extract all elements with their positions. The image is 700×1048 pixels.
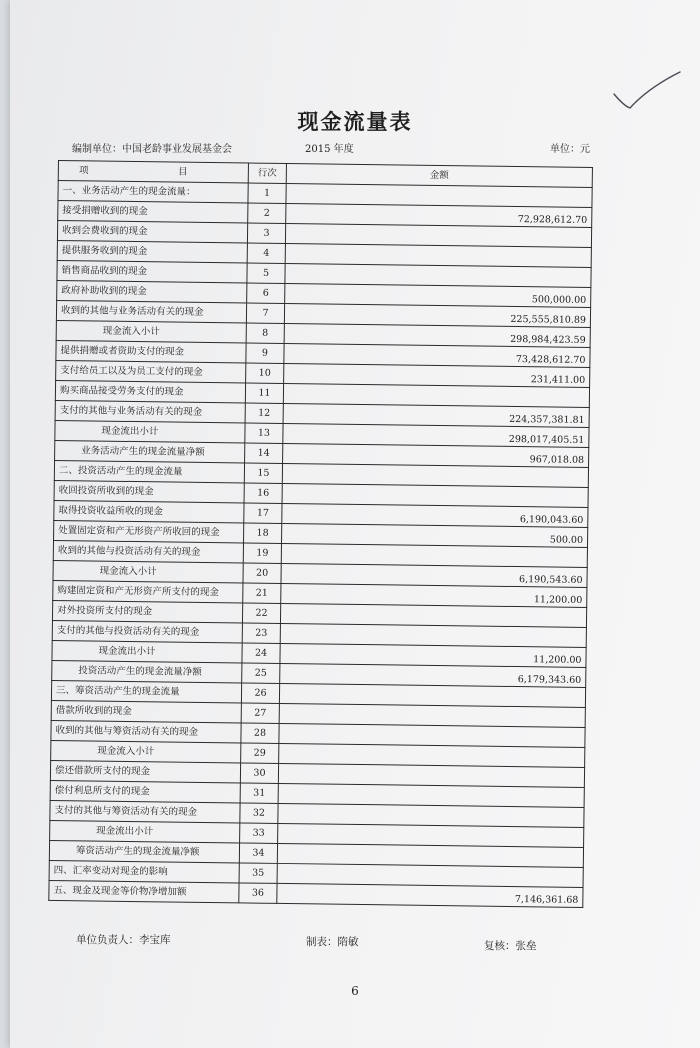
row-amount: 967,018.08 bbox=[283, 443, 589, 467]
row-item: 对外投资所支付的现金 bbox=[52, 600, 242, 622]
row-amount: 225,555,810.89 bbox=[284, 303, 590, 327]
row-line-number: 30 bbox=[240, 763, 278, 783]
row-item: 业务活动产生的现金流量净额 bbox=[55, 440, 245, 462]
reviewer-signature: 复核：张垒 bbox=[484, 940, 537, 952]
row-amount: 73,428,612.70 bbox=[284, 343, 590, 367]
row-item: 偿付利息所支付的现金 bbox=[50, 780, 240, 802]
row-item: 收到的其他与业务活动有关的现金 bbox=[56, 300, 246, 322]
row-line-number: 25 bbox=[242, 663, 280, 683]
row-item: 政府补助收到的现金 bbox=[57, 280, 247, 302]
row-line-number: 33 bbox=[240, 823, 278, 843]
row-amount: 11,200.00 bbox=[281, 583, 587, 607]
unit-head-signature: 单位负责人：李宝库 bbox=[76, 934, 171, 946]
fiscal-year: 2015 年度 bbox=[305, 144, 354, 155]
row-line-number: 6 bbox=[247, 283, 285, 303]
row-item: 一、业务活动产生的现金流量： bbox=[58, 181, 248, 203]
row-amount: 500,000.00 bbox=[285, 283, 591, 307]
row-item: 提供捐赠或者资助支付的现金 bbox=[56, 340, 246, 362]
row-item: 收到的其他与筹资活动有关的现金 bbox=[51, 720, 241, 742]
column-header-amount: 金额 bbox=[286, 163, 592, 187]
row-amount: 224,357,381.81 bbox=[283, 403, 589, 427]
row-item: 三、筹资活动产生的现金流量 bbox=[51, 680, 241, 702]
preparer-signature: 制表：隋敏 bbox=[306, 936, 359, 948]
row-item: 五、现金及现金等价物净增加额 bbox=[49, 880, 239, 902]
row-item: 收到的其他与投资活动有关的现金 bbox=[53, 540, 243, 562]
row-item: 支付给员工以及为员工支付的现金 bbox=[56, 360, 246, 382]
row-line-number: 2 bbox=[248, 203, 286, 223]
row-line-number: 10 bbox=[246, 363, 284, 383]
row-item: 购买商品接受劳务支付的现金 bbox=[55, 380, 245, 402]
row-line-number: 13 bbox=[245, 423, 283, 443]
row-item: 借款所收到的现金 bbox=[51, 700, 241, 722]
page-number: 6 bbox=[351, 984, 359, 998]
row-line-number: 34 bbox=[239, 843, 277, 863]
row-line-number: 8 bbox=[246, 323, 284, 343]
row-item: 四、汇率变动对现金的影响 bbox=[49, 860, 239, 882]
cash-flow-table bbox=[48, 160, 593, 908]
row-line-number: 23 bbox=[242, 623, 280, 643]
row-line-number: 35 bbox=[239, 863, 277, 883]
row-amount: 500.00 bbox=[281, 523, 587, 547]
row-amount: 7,146,361.68 bbox=[277, 883, 583, 907]
currency-unit: 单位：元 bbox=[550, 144, 590, 155]
row-line-number: 18 bbox=[244, 523, 282, 543]
row-line-number: 36 bbox=[239, 883, 277, 903]
row-item: 二、投资活动产生的现金流量 bbox=[54, 460, 244, 482]
row-amount: 231,411.00 bbox=[284, 363, 590, 387]
row-line-number: 7 bbox=[246, 303, 284, 323]
row-item: 现金流入小计 bbox=[56, 320, 246, 342]
compiling-unit: 编制单位：中国老龄事业发展基金会 bbox=[72, 144, 232, 155]
row-line-number: 5 bbox=[247, 263, 285, 283]
row-amount: 72,928,612.70 bbox=[286, 203, 592, 227]
row-line-number: 28 bbox=[241, 723, 279, 743]
row-line-number: 19 bbox=[243, 543, 281, 563]
row-line-number: 14 bbox=[245, 443, 283, 463]
row-item: 现金流出小计 bbox=[55, 420, 245, 442]
row-line-number: 22 bbox=[242, 603, 280, 623]
row-item: 现金流入小计 bbox=[51, 740, 241, 762]
row-item: 提供服务收到的现金 bbox=[57, 240, 247, 262]
row-item: 现金流出小计 bbox=[52, 640, 242, 662]
row-amount: 298,984,423.59 bbox=[284, 323, 590, 347]
row-item: 现金流入小计 bbox=[53, 560, 243, 582]
row-line-number: 12 bbox=[245, 403, 283, 423]
row-item: 筹资活动产生的现金流量净额 bbox=[49, 840, 239, 862]
row-amount: 6,179,343.60 bbox=[280, 663, 586, 687]
row-item: 取得投资收益所收的现金 bbox=[54, 500, 244, 522]
column-header-line: 行次 bbox=[248, 163, 286, 183]
row-amount: 6,190,043.60 bbox=[282, 503, 588, 527]
row-line-number: 26 bbox=[241, 683, 279, 703]
row-line-number: 31 bbox=[240, 783, 278, 803]
row-item: 支付的其他与筹资活动有关的现金 bbox=[50, 800, 240, 822]
row-amount: 11,200.00 bbox=[280, 643, 586, 667]
row-item: 现金流出小计 bbox=[50, 820, 240, 842]
row-item: 支付的其他与投资活动有关的现金 bbox=[52, 620, 242, 642]
row-item: 销售商品收到的现金 bbox=[57, 260, 247, 282]
row-line-number: 1 bbox=[248, 183, 286, 203]
page-title: 现金流量表 bbox=[297, 110, 413, 134]
row-amount: 6,190,543.60 bbox=[281, 563, 587, 587]
row-item: 购建固定资和产无形资产所支付的现金 bbox=[53, 580, 243, 602]
column-header-item: 项 目 bbox=[58, 161, 248, 183]
row-line-number: 29 bbox=[241, 743, 279, 763]
row-item: 收到会费收到的现金 bbox=[57, 221, 247, 243]
row-item: 接受捐赠收到的现金 bbox=[58, 201, 248, 223]
row-item: 处置固定资和产无形资产所收回的现金 bbox=[54, 520, 244, 542]
row-line-number: 15 bbox=[244, 463, 282, 483]
row-line-number: 24 bbox=[242, 643, 280, 663]
row-item: 支付的其他与业务活动有关的现金 bbox=[55, 400, 245, 422]
row-line-number: 16 bbox=[244, 483, 282, 503]
row-amount: 298,017,405.51 bbox=[283, 423, 589, 447]
row-line-number: 9 bbox=[246, 343, 284, 363]
row-line-number: 32 bbox=[240, 803, 278, 823]
row-line-number: 27 bbox=[241, 703, 279, 723]
document-page bbox=[10, 0, 700, 1048]
row-line-number: 4 bbox=[247, 243, 285, 263]
row-line-number: 21 bbox=[243, 583, 281, 603]
row-item: 投资活动产生的现金流量净额 bbox=[52, 660, 242, 682]
row-item: 收回投资所收到的现金 bbox=[54, 480, 244, 502]
row-line-number: 11 bbox=[245, 383, 283, 403]
row-line-number: 17 bbox=[244, 503, 282, 523]
row-item: 偿还借款所支付的现金 bbox=[50, 760, 240, 782]
row-line-number: 3 bbox=[247, 223, 285, 243]
row-line-number: 20 bbox=[243, 563, 281, 583]
